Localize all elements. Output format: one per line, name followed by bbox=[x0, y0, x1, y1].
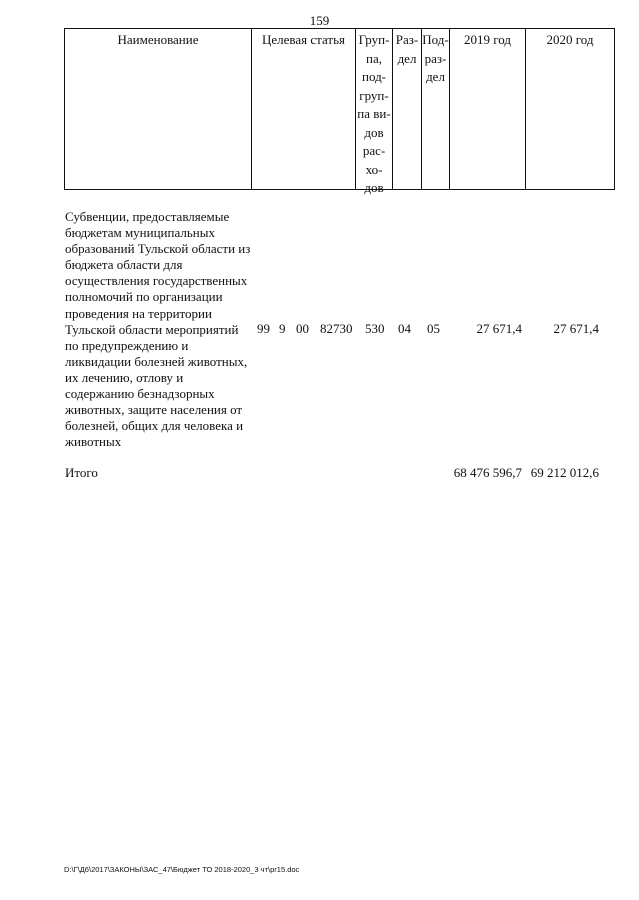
header-2019: 2019 год bbox=[464, 32, 511, 47]
row-description: Субвенции, предоставляемые бюджетам муниципальных образований Тульской области из бюджета области для осуществления государственных полномочий по организации проведения на территории Тульской области мероприятий по предупреждению и ликвидации болезней животных, их лечению, отлову и содержанию безнадзорных животных, защите населения от болезней, общих для человека и животных bbox=[65, 209, 251, 450]
value-2020: 27 671,4 bbox=[553, 321, 599, 336]
header-section: Раз- дел bbox=[395, 32, 419, 66]
value-2019: 27 671,4 bbox=[476, 321, 522, 336]
total-label: Итого bbox=[65, 465, 98, 480]
column-divider bbox=[525, 29, 526, 189]
target-article-part-1: 99 bbox=[257, 321, 270, 336]
target-article-part-4: 82730 bbox=[320, 321, 353, 336]
page-number: 159 bbox=[309, 13, 330, 28]
subsection-value: 05 bbox=[427, 321, 440, 336]
column-divider bbox=[449, 29, 450, 189]
table-header bbox=[64, 28, 615, 195]
target-article-part-2: 9 bbox=[279, 321, 286, 336]
header-subsection: Под- раз- дел bbox=[422, 32, 449, 84]
file-path-footer: D:\Г\Д6\2017\ЗАКОНЫ\ЗАС_47\Бюджет ТО 2018-2020_3 чт\pr15.doc bbox=[64, 865, 300, 874]
total-2020: 69 212 012,6 bbox=[530, 465, 599, 480]
header-name: Наименование bbox=[117, 32, 199, 47]
header-expense-group: Груп- па, под- груп- па ви- дов рас- хо- дов bbox=[357, 32, 391, 195]
total-2019: 68 476 596,7 bbox=[453, 465, 522, 480]
expense-group-value: 530 bbox=[365, 321, 385, 336]
section-value: 04 bbox=[398, 321, 411, 336]
target-article-part-3: 00 bbox=[296, 321, 309, 336]
header-2020: 2020 год bbox=[546, 32, 594, 47]
column-divider bbox=[251, 29, 252, 189]
header-target-article: Целевая статья bbox=[261, 32, 345, 47]
